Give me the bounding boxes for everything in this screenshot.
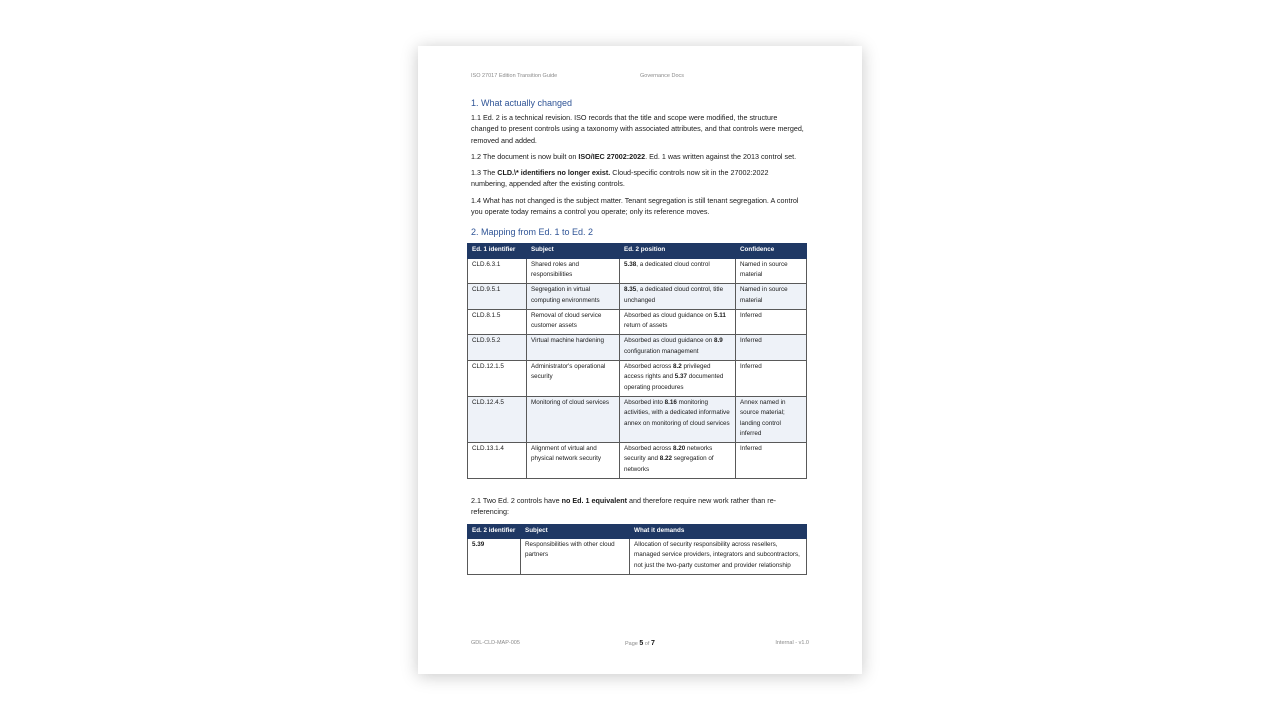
cell-subject: Shared roles and responsibilities <box>527 258 620 284</box>
footer-classification: Internal - v1.0 <box>775 640 809 646</box>
cell-confidence: Named in source material <box>736 284 807 310</box>
table-row <box>468 309 807 335</box>
total-pages: 7 <box>650 640 655 647</box>
cell-subject: Administrator's operational security <box>527 361 620 397</box>
cell-subject: Responsibilities with other cloud partners <box>521 538 630 574</box>
col-header-subject: Subject <box>527 244 620 258</box>
section-1-heading: 1. What actually changed <box>471 98 573 108</box>
text-run-bold: 8.16 <box>664 398 677 406</box>
cell-confidence: Inferred <box>736 335 807 361</box>
text-run-bold: 8.2 <box>673 363 682 371</box>
current-page: 5 <box>639 640 644 647</box>
paragraph-2-1 <box>471 495 805 518</box>
text-run: , a dedicated cloud control <box>636 260 710 268</box>
cell-confidence: Inferred <box>736 443 807 479</box>
text-run-bold: 8.9 <box>713 337 723 345</box>
text-run: privileged access rights and <box>624 363 711 381</box>
col-header-ed1-identifier: Ed. 1 identifier <box>468 244 527 258</box>
cell-ed2-position <box>620 335 736 361</box>
cell-ed1-id: CLD.9.5.2 <box>468 335 527 361</box>
mapping-table <box>467 243 807 479</box>
text-run: configuration management <box>624 347 699 355</box>
table-row <box>468 335 807 361</box>
page-label: Page <box>625 641 640 647</box>
cell-subject: Virtual machine hardening <box>527 335 620 361</box>
of-label: of <box>643 641 651 647</box>
text-run: , a dedicated cloud control, title unchanged <box>624 286 724 304</box>
table-row <box>468 538 807 574</box>
text-run: return of assets <box>624 322 668 330</box>
cell-subject: Removal of cloud service customer assets <box>527 309 620 335</box>
col-header-ed2-position: Ed. 2 position <box>620 244 736 258</box>
cell-ed2-position <box>620 361 736 397</box>
header-org: Governance Docs <box>640 73 685 79</box>
cell-ed2-id: 5.39 <box>468 538 521 574</box>
text-run: 1.3 The <box>471 168 498 178</box>
cell-ed1-id: CLD.12.4.5 <box>468 396 527 442</box>
text-run-bold: 8.20 <box>673 445 686 453</box>
text-run: Absorbed as cloud guidance on <box>624 337 714 345</box>
cell-confidence: Inferred <box>736 361 807 397</box>
paragraph-1-3 <box>471 167 805 190</box>
page-content <box>471 97 805 575</box>
table-row <box>468 361 807 397</box>
text-run-bold: CLD.\* identifiers no longer exist. <box>497 168 611 178</box>
cell-subject: Alignment of virtual and physical network security <box>527 443 620 479</box>
col-header-subject: Subject <box>521 524 630 538</box>
col-header-confidence: Confidence <box>736 244 807 258</box>
cell-confidence: Annex named in source material; landing control inferred <box>736 396 807 442</box>
text-run: Absorbed into <box>624 398 665 406</box>
cell-ed1-id: CLD.9.5.1 <box>468 284 527 310</box>
new-controls-table-header <box>468 524 807 538</box>
text-run: and therefore require new work rather than re-referencing: <box>471 496 777 517</box>
text-run: monitoring activities, with a dedicated informative annex on monitoring of cloud services <box>624 398 730 427</box>
text-run: . Ed. 1 was written against the 2013 control set. <box>645 151 797 161</box>
table-row <box>468 396 807 442</box>
col-header-what-it-demands: What it demands <box>630 524 807 538</box>
text-run: Cloud-specific controls now sit in the 27002:2022 numbering, appended after the existing controls. <box>471 168 769 189</box>
text-run-bold: ISO/IEC 27002:2022 <box>578 151 646 161</box>
text-run-bold: 8.35 <box>624 286 637 294</box>
text-run: 2.1 Two Ed. 2 controls have <box>471 496 562 506</box>
cell-ed2-position <box>620 443 736 479</box>
paragraph-1-4: 1.4 What has not changed is the subject matter. Tenant segregation is still tenant segregation. A control you operate today remains a control you operate; only its reference moves. <box>471 195 799 217</box>
cell-ed1-id: CLD.8.1.5 <box>468 309 527 335</box>
text-run: Absorbed across <box>624 445 674 453</box>
document-page <box>418 46 862 674</box>
text-run: documented operating procedures <box>624 373 724 391</box>
text-run-bold: 5.37 <box>674 373 688 381</box>
cell-confidence: Inferred <box>736 309 807 335</box>
table-row <box>468 258 807 284</box>
cell-ed2-position <box>620 396 736 442</box>
table-row <box>468 443 807 479</box>
cell-ed1-id: CLD.13.1.4 <box>468 443 527 479</box>
cell-subject: Monitoring of cloud services <box>527 396 620 442</box>
text-run: networks security and <box>624 445 713 463</box>
mapping-table-header <box>468 244 807 258</box>
text-run: 1.2 The document is now built on <box>471 151 579 161</box>
cell-ed1-id: CLD.6.3.1 <box>468 258 527 284</box>
text-run-bold: no Ed. 1 equivalent <box>561 496 628 506</box>
cell-subject: Segregation in virtual computing environments <box>527 284 620 310</box>
cell-ed2-position <box>620 309 736 335</box>
paragraph-1-1: 1.1 Ed. 2 is a technical revision. ISO records that the title and scope were modified, the structure changed to present controls using a taxonomy with associated attributes, and that controls were merged, removed and added. <box>471 113 804 145</box>
footer-page-number <box>625 640 655 647</box>
cell-ed1-id: CLD.12.1.5 <box>468 361 527 397</box>
cell-confidence: Named in source material <box>736 258 807 284</box>
text-run-bold: 5.38 <box>624 260 637 268</box>
text-run-bold: 5.11 <box>713 311 726 319</box>
col-header-ed2-identifier: Ed. 2 identifier <box>468 524 521 538</box>
text-run: Absorbed across <box>624 363 674 371</box>
new-controls-table <box>467 524 807 575</box>
text-run-bold: 8.22 <box>659 455 672 463</box>
text-run: segregation of networks <box>624 455 714 473</box>
table-row <box>468 284 807 310</box>
cell-ed2-position <box>620 284 736 310</box>
text-run: Absorbed as cloud guidance on <box>624 311 714 319</box>
paragraph-1-2 <box>471 151 805 162</box>
header-doc-title: ISO 27017 Edition Transition Guide <box>471 73 558 79</box>
cell-ed2-position <box>620 258 736 284</box>
footer-doc-id: GDL-CLD-MAP-005 <box>471 640 520 646</box>
cell-demands: Allocation of security responsibility across resellers, managed service providers, integrators and subcontractors, not just the two-party customer and provider relationship <box>630 538 807 574</box>
section-2-heading: 2. Mapping from Ed. 1 to Ed. 2 <box>471 227 594 238</box>
